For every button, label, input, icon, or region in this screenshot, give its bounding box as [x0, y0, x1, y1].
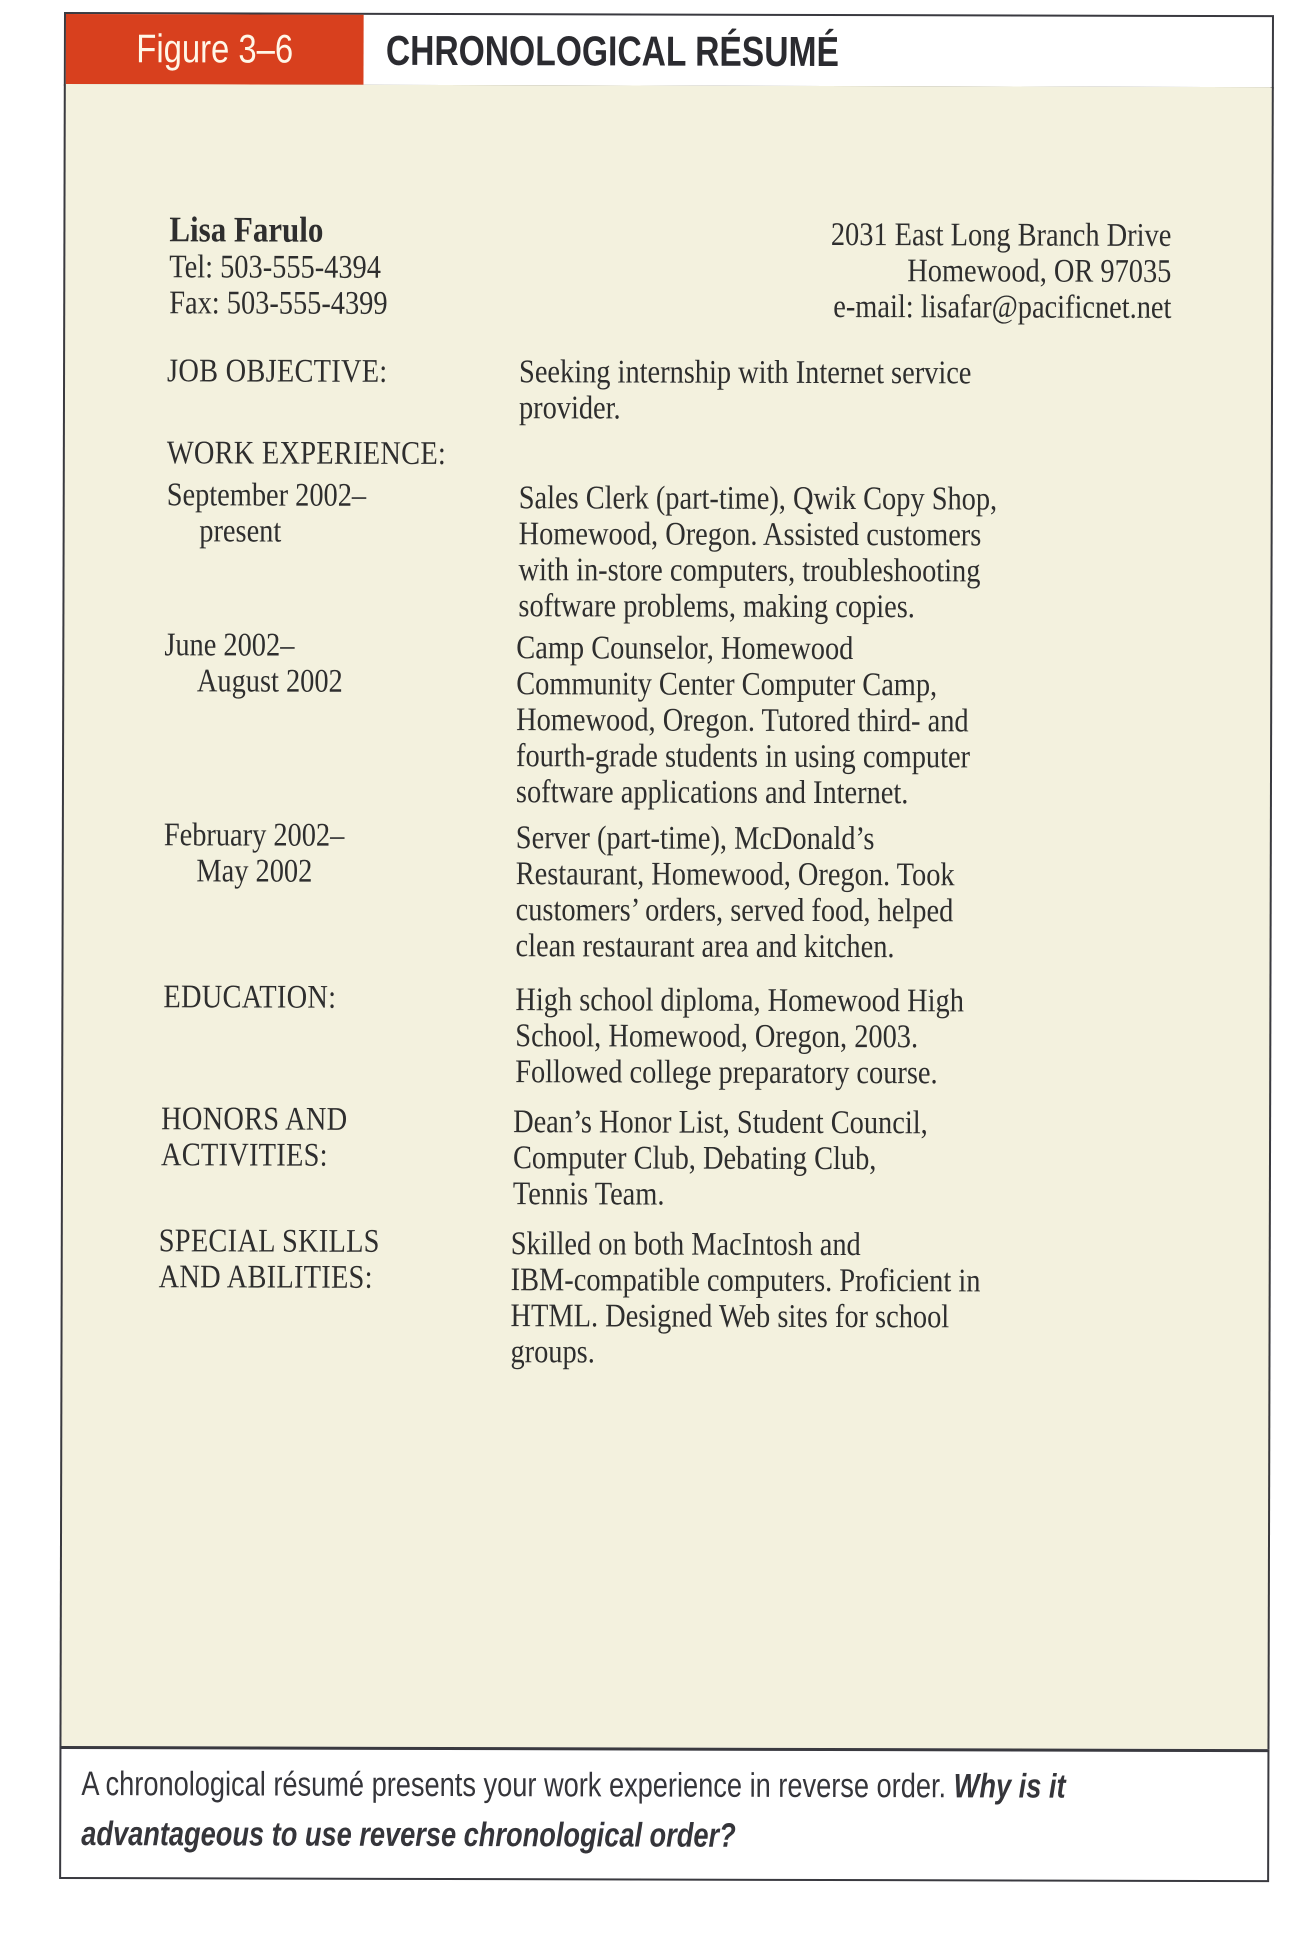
education-label: EDUCATION: — [163, 979, 337, 1016]
honors-label: HONORS AND — [161, 1101, 348, 1138]
honors-line: Tennis Team. — [512, 1176, 665, 1213]
work-entry-line: Sales Clerk (part-time), Qwik Copy Shop, — [518, 480, 998, 518]
work-entry-dates: June 2002– — [164, 627, 295, 664]
job-objective-line: provider. — [518, 390, 621, 427]
resume-name: Lisa Farulo — [169, 209, 324, 250]
honors-label: ACTIVITIES: — [160, 1137, 328, 1174]
education-line: High school diploma, Homewood High — [515, 982, 964, 1020]
work-entry-line: Homewood, Oregon. Assisted customers — [518, 516, 982, 554]
resume-email: e-mail: lisafar@pacificnet.net — [833, 289, 1172, 326]
work-entry-dates: August 2002 — [196, 663, 343, 700]
work-experience-label: WORK EXPERIENCE: — [166, 435, 447, 473]
resume-body — [59, 84, 1273, 1749]
caption-text — [81, 1759, 1201, 1862]
work-entry-line: Server (part-time), McDonald’s — [515, 820, 875, 858]
caption-question: advantageous to use reverse chronological order? — [81, 1815, 736, 1855]
education-line: School, Homewood, Oregon, 2003. — [515, 1018, 919, 1056]
skills-line: HTML. Designed Web sites for school — [510, 1298, 950, 1336]
work-entry-line: customers’ orders, served food, helped — [515, 892, 954, 930]
work-entry-line: software applications and Internet. — [515, 774, 909, 812]
figure-title: CHRONOLOGICAL RÉSUMÉ — [385, 26, 839, 76]
resume-street: 2031 East Long Branch Drive — [830, 217, 1172, 254]
education-line: Followed college preparatory course. — [515, 1054, 938, 1092]
caption-question: Why is it — [953, 1767, 1066, 1806]
work-entry-line: software problems, making copies. — [518, 588, 915, 626]
work-entry-line: Homewood, Oregon. Tutored third- and — [516, 702, 969, 740]
honors-line: Computer Club, Debating Club, — [512, 1140, 877, 1178]
work-entry-dates: present — [199, 513, 282, 550]
skills-line: groups. — [510, 1334, 595, 1371]
skills-label: SPECIAL SKILLS — [158, 1223, 380, 1260]
resume-tel: Tel: 503-555-4394 — [169, 249, 382, 286]
work-entry-line: Community Center Computer Camp, — [516, 666, 938, 704]
honors-line: Dean’s Honor List, Student Council, — [513, 1104, 928, 1142]
caption-statement: A chronological résumé presents your work experience in reverse order. — [81, 1765, 947, 1806]
figure-number: Figure 3–6 — [66, 14, 364, 85]
skills-line: Skilled on both MacIntosh and — [510, 1226, 861, 1264]
work-entry-dates: September 2002– — [166, 477, 367, 514]
skills-label: AND ABILITIES: — [158, 1259, 373, 1296]
resume-fax: Fax: 503-555-4399 — [169, 285, 388, 322]
work-entry-line: Restaurant, Homewood, Oregon. Took — [515, 856, 955, 894]
work-entry-line: with in-store computers, troubleshooting — [518, 552, 981, 590]
figure-header — [64, 12, 1274, 89]
figure — [59, 12, 1272, 1881]
work-entry-dates: May 2002 — [196, 853, 313, 890]
job-objective-label: JOB OBJECTIVE: — [167, 353, 388, 390]
resume-city: Homewood, OR 97035 — [907, 253, 1172, 290]
work-entry-line: clean restaurant area and kitchen. — [515, 928, 895, 966]
work-entry-dates: February 2002– — [163, 817, 345, 854]
figure-caption — [59, 1746, 1269, 1882]
work-entry-line: fourth-grade students in using computer — [516, 738, 971, 776]
skills-line: IBM-compatible computers. Proficient in — [510, 1262, 981, 1300]
job-objective-line: Seeking internship with Internet service — [519, 354, 972, 392]
work-entry-line: Camp Counselor, Homewood — [516, 630, 854, 668]
